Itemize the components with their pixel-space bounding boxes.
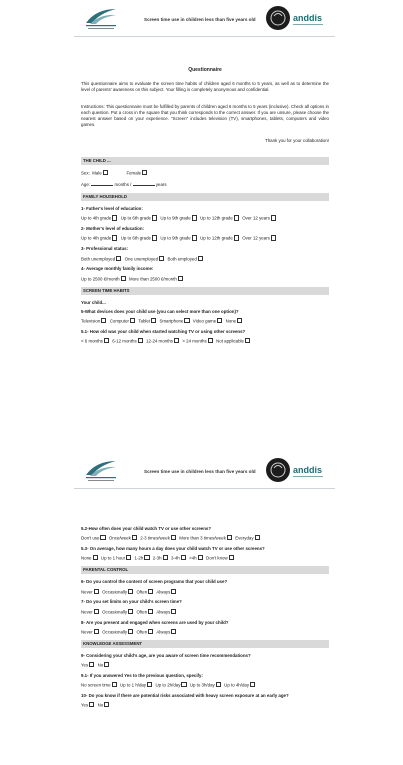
option-label: Occasionally (102, 609, 128, 615)
checkbox[interactable] (128, 609, 133, 614)
checkbox[interactable] (104, 702, 109, 707)
checkbox[interactable] (171, 629, 176, 634)
checkbox[interactable] (148, 629, 153, 634)
checkbox[interactable] (116, 256, 121, 261)
options-row (81, 589, 329, 596)
checkbox[interactable] (93, 555, 98, 560)
option-label: Once/week (108, 535, 131, 541)
checkbox[interactable] (147, 682, 152, 687)
question: 3- Professional status: (81, 246, 129, 252)
question: 7- Do you set limits on your child's screen time? (81, 599, 182, 605)
checkbox[interactable] (171, 535, 176, 540)
checkbox[interactable] (104, 338, 109, 343)
checkbox[interactable] (148, 589, 153, 594)
anddis-logo (265, 5, 327, 31)
years-blank[interactable] (133, 185, 155, 186)
option-label: No (97, 662, 104, 668)
option-label: Often (136, 609, 148, 615)
checkbox[interactable] (178, 276, 183, 281)
checkbox[interactable] (234, 235, 239, 240)
question: 9.1- If you answered Yes to the previous question, specify: (81, 672, 203, 678)
option-label: Occasionally (102, 589, 128, 595)
checkbox[interactable] (89, 662, 94, 667)
question: 5.2-How often does your child watch TV or use other screens? (81, 526, 212, 531)
options-row (81, 609, 329, 616)
document-title: Questionnaire (188, 67, 222, 73)
question: 5.3- On average, how many hours a day does your child watch TV or use other screens? (81, 546, 265, 552)
section-heading: THE CHILD ... (81, 157, 329, 165)
option-label: Both employed (167, 256, 197, 262)
checkbox[interactable] (245, 338, 250, 343)
option-label: Don't use (81, 535, 100, 541)
checkbox[interactable] (112, 235, 117, 240)
checkbox[interactable] (100, 535, 105, 540)
option-label: Up to 4th grade (81, 236, 112, 242)
option-label: Always (156, 589, 171, 595)
checkbox[interactable] (103, 170, 108, 175)
checkbox[interactable] (94, 629, 99, 634)
option-label: < 6 months (81, 338, 103, 344)
option-label: > 24 months (182, 338, 207, 344)
checkbox[interactable] (192, 235, 197, 240)
months-label: months / (114, 181, 132, 187)
options-row (81, 629, 329, 636)
checkbox[interactable] (112, 215, 117, 220)
option-label: Up to 4th grade (81, 216, 112, 222)
options-row (81, 276, 329, 283)
checkbox[interactable] (138, 338, 143, 343)
checkbox[interactable] (94, 609, 99, 614)
checkbox[interactable] (192, 215, 197, 220)
question: 4- Average monthly family income: (81, 266, 154, 272)
checkbox[interactable] (250, 682, 255, 687)
option-label: Up to 2h/day (155, 682, 181, 688)
checkbox[interactable] (112, 682, 117, 687)
checkbox[interactable] (171, 609, 176, 614)
checkbox[interactable] (130, 318, 135, 323)
option-label: Yes (81, 662, 89, 668)
option-label: Tablet (138, 318, 151, 324)
question: 8- Are you present and engaged when screens are used by your child? (81, 619, 229, 625)
checkbox[interactable] (163, 555, 168, 560)
options-row (81, 682, 329, 689)
question: 10- Do you know if there are potential risks associated with heavy screen exposure at an early age? (81, 693, 289, 699)
months-blank[interactable] (91, 185, 113, 186)
option-label: Smartphone (159, 318, 184, 324)
options-row (81, 235, 329, 242)
option-label: Up to 9th grade (160, 236, 191, 242)
option-label: Up to 3h/day (189, 682, 215, 688)
svg-text:anddis: anddis (293, 13, 323, 23)
option-label: Up to 1 h/day (119, 682, 147, 688)
section-heading: SCREEN TIME HABITS (81, 287, 329, 295)
question: 5.1- How old was your child when started watching TV or using other screens? (81, 329, 246, 334)
options-row (81, 215, 329, 222)
questionnaire-page-2 (74, 452, 335, 765)
option-label: 3-4h (170, 555, 180, 561)
checkbox[interactable] (148, 609, 153, 614)
options-row (81, 535, 329, 542)
checkbox[interactable] (216, 682, 221, 687)
option-label: 1-2h (134, 555, 144, 561)
option-label: None (225, 318, 237, 324)
question-intro: Your child... (81, 299, 106, 305)
options-row (81, 338, 329, 345)
checkbox[interactable] (152, 215, 157, 220)
intro-paragraph: This questionnaire aims to evaluate the screen time habits of children aged 6 months to 5 years, as well as to determine the level of parents' awareness on this subject. Your filling is completely anonymous and confidential. (81, 81, 329, 93)
page-header (74, 0, 335, 37)
age-label: Age: (81, 181, 91, 187)
years-label: years (155, 181, 167, 187)
checkbox[interactable] (126, 555, 131, 560)
checkbox[interactable] (132, 535, 137, 540)
checkbox[interactable] (234, 215, 239, 220)
option-label: No (97, 702, 104, 708)
institution-logo (82, 455, 122, 485)
anddis-logo (265, 457, 327, 483)
option-label: Up to 9th grade (160, 216, 191, 222)
checkbox[interactable] (121, 276, 126, 281)
checkbox[interactable] (184, 318, 189, 323)
thanks-text: Thank you for your collaboration! (265, 138, 329, 144)
checkbox[interactable] (217, 318, 222, 323)
checkbox[interactable] (271, 215, 276, 220)
option-label: Never (81, 589, 93, 595)
checkbox[interactable] (101, 318, 106, 323)
question: 6- Do you control the content of screen programs that your child use? (81, 579, 228, 585)
checkbox[interactable] (89, 702, 94, 707)
checkbox[interactable] (104, 662, 109, 667)
option-label: More than 3 times/week (179, 535, 226, 541)
option-label: None (81, 555, 92, 561)
sex-label: Sex: (81, 170, 90, 176)
option-label: Occasionally (102, 629, 128, 635)
checkbox[interactable] (237, 318, 242, 323)
checkbox[interactable] (181, 555, 186, 560)
option-label: Never (81, 629, 93, 635)
section-heading: PARENTAL CONTROL (81, 566, 329, 574)
option-label: Always (156, 609, 171, 615)
checkbox[interactable] (271, 235, 276, 240)
question: 2- Mother's level of education: (81, 226, 145, 232)
option-label: Often (136, 589, 148, 595)
question: 1- Father's level of education: (81, 206, 143, 212)
option-label: Never (81, 609, 93, 615)
page-header (74, 452, 335, 489)
options-row (81, 555, 329, 562)
checkbox[interactable] (152, 235, 157, 240)
option-label: Female (126, 170, 142, 176)
option-label: Up to 2500 €/month (81, 276, 120, 282)
option-label: Up to 6th grade (120, 216, 151, 222)
checkbox[interactable] (159, 256, 164, 261)
options-row (81, 318, 329, 325)
option-label: 2-3 times/week (140, 535, 170, 541)
option-label: Over 12 years (242, 236, 270, 242)
option-label: Computer (109, 318, 129, 324)
option-label: Up to 12th grade (200, 236, 233, 242)
option-label: 2-3h (152, 555, 162, 561)
options-row (81, 662, 329, 669)
option-label: >4h (189, 555, 197, 561)
checkbox[interactable] (227, 535, 232, 540)
checkbox[interactable] (151, 318, 156, 323)
section-heading: KNOWLEDGE ASSESSMENT (81, 640, 329, 648)
checkbox[interactable] (94, 589, 99, 594)
option-label: Often (136, 629, 148, 635)
checkbox[interactable] (255, 535, 260, 540)
option-label: One unemployed (124, 256, 159, 262)
option-label: Television (81, 318, 101, 324)
questionnaire-page-1 (74, 0, 335, 443)
age-row (81, 182, 329, 188)
header-title: Screen time use in children less than five years old (144, 17, 256, 22)
option-label: Everyday (235, 535, 254, 541)
checkbox[interactable] (174, 338, 179, 343)
question: 5-What devices does your child use (you can select more than one option)? (81, 308, 239, 314)
options-row (81, 256, 329, 263)
institution-logo (82, 3, 122, 33)
option-label: Yes (81, 702, 89, 708)
sex-row (81, 170, 329, 177)
options-row (81, 702, 329, 709)
option-label: No screen time (81, 682, 111, 688)
checkbox[interactable] (208, 338, 213, 343)
option-label: 12-24 months (146, 338, 173, 344)
question: 9- Considering your child's age, are you aware of screen time recommendations? (81, 652, 251, 658)
option-label: Don't know (206, 555, 228, 561)
checkbox[interactable] (198, 555, 203, 560)
option-label: Not applicable (216, 338, 244, 344)
checkbox[interactable] (144, 555, 149, 560)
option-label: Up to 1 hour (100, 555, 126, 561)
checkbox[interactable] (142, 170, 147, 175)
option-label: More than 2500 €/month (129, 276, 177, 282)
checkbox[interactable] (128, 589, 133, 594)
checkbox[interactable] (229, 555, 234, 560)
checkbox[interactable] (128, 629, 133, 634)
option-label: Both unemployed (81, 256, 116, 262)
svg-text:anddis: anddis (293, 465, 323, 475)
checkbox[interactable] (171, 589, 176, 594)
option-label: Up to 12th grade (200, 216, 233, 222)
option-label: Over 12 years (242, 216, 270, 222)
section-heading: FAMILY HOUSEHOLD (81, 193, 329, 201)
option-label: Always (156, 629, 171, 635)
option-label: Video game (192, 318, 217, 324)
checkbox[interactable] (181, 682, 186, 687)
header-title: Screen time use in children less than five years old (144, 469, 256, 474)
option-label: Male (92, 170, 102, 176)
option-label: Up to 6th grade (120, 236, 151, 242)
instructions-paragraph: Instructions: This questionnaire must be fulfilled by parents of children aged 6 months to 5 years (inclusive). Check all options in each question. Put a cross in the square that you think corresponds to the correct answer. If you are unsure, please choose the nearest answer based on your experience. "Screen" includes television (TV), smartphones, tablets, computers and video games. (81, 103, 329, 128)
option-label: Up to 4h/day (224, 682, 250, 688)
checkbox[interactable] (198, 256, 203, 261)
option-label: 6-12 months (112, 338, 137, 344)
